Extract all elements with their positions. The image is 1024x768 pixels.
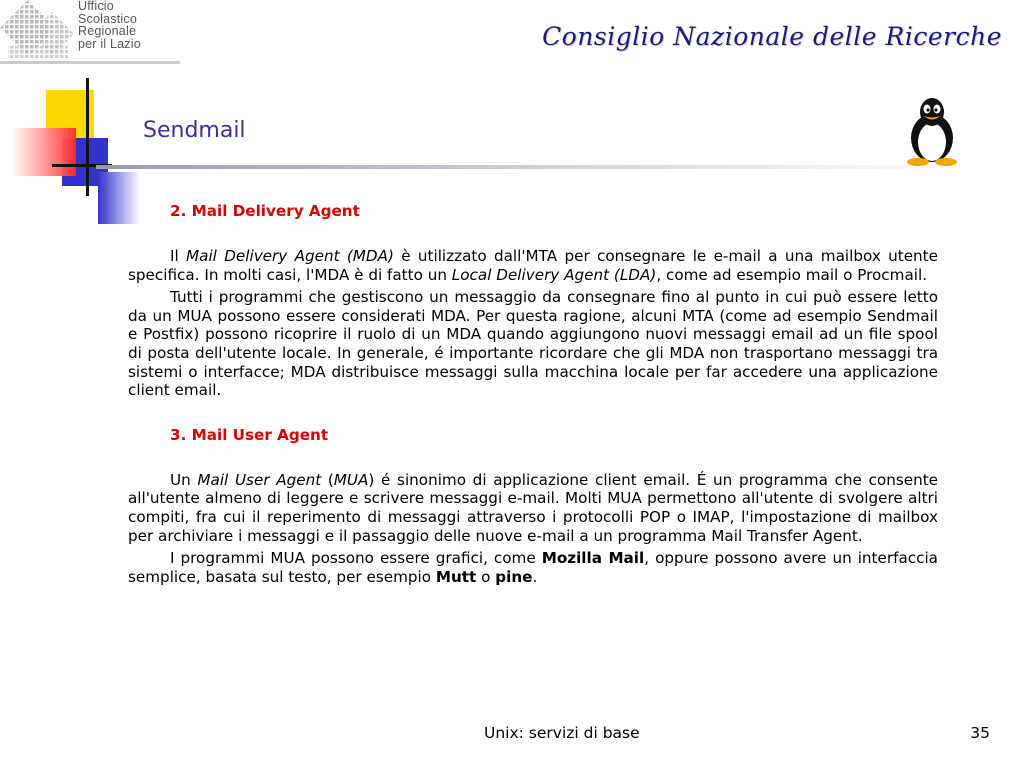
decorative-squares xyxy=(0,78,140,228)
mutt: Mutt xyxy=(435,567,477,586)
usr-logo-line-4: per il Lazio xyxy=(78,36,141,51)
usr-lazio-logo xyxy=(0,0,180,64)
deco-red-fade xyxy=(12,128,76,176)
mozilla-mail: Mozilla Mail xyxy=(541,549,645,568)
usr-logo-text xyxy=(78,0,141,50)
lda-term: Local Delivery Agent (LDA) xyxy=(451,265,657,284)
page-number: 35 xyxy=(970,724,990,742)
mua-paragraph-1: Un Mail User Agent (MUA) é sinonimo di applicazione client email. É un programma che consente all'utente almeno di leggere e scrivere messaggi e-mail. Molti MUA permettono all'utente di svolgere altri compiti, fra cui il reperimento di messaggi attraverso i protocolli POP o IMAP, l'impostazione di mailbox per archiviare i messaggi e il passaggio delle nuove e-mail a un programma Mail Transfer Agent. xyxy=(128,470,939,545)
mua-term: Mail User Agent xyxy=(197,470,322,489)
deco-vertical-line xyxy=(86,78,89,196)
usr-logo-line-2: Scolastico xyxy=(78,11,137,26)
heading-mua: 3. Mail User Agent xyxy=(170,425,329,444)
mda-paragraph-2: Tutti i programmi che gestiscono un messaggio da consegnare fino al punto in cui può essere letto da un MUA possono essere considerati MDA. Per questa ragione, alcuni MTA (come ad esempio Sendmail e Postfix) possono ricoprire il ruolo di un MDA quando aggiungono nuovi messaggi email ad un file spool di posta dell'utente locale. In generale, é importante ricordare che gli MDA non trasportano messaggi tra sistemi o interfacce; MDA distribuisce messaggi sulla macchina locale per far accedere una applicazione client email. xyxy=(128,288,938,400)
cnr-logo: Consiglio Nazionale delle Ricerche xyxy=(542,22,1002,51)
heading-mda: 2. Mail Delivery Agent xyxy=(170,202,360,220)
mua-abbr: MUA xyxy=(333,470,369,489)
mda-term: Mail Delivery Agent (MDA) xyxy=(186,247,394,265)
footer-title: Unix: servizi di base xyxy=(484,724,640,742)
usr-logo-line-1: Ufficio xyxy=(78,0,114,13)
mda-paragraph-1: Il Mail Delivery Agent (MDA) è utilizzato dall'MTA per consegnare le e-mail a una mailbox utente specifica. In molti casi, l'MDA è di fatto un Local Delivery Agent (LDA), come ad esempio mail o Procmail. xyxy=(128,247,938,284)
usr-logo-line-3: Regionale xyxy=(78,24,137,39)
slide-title: Sendmail xyxy=(143,118,246,143)
slide-content xyxy=(128,201,938,586)
mua-paragraph-2: I programmi MUA possono essere grafici, come Mozilla Mail, oppure possono avere un interfaccia semplice, basata sul testo, per esempio Mutt o pine. xyxy=(128,549,938,586)
title-underline xyxy=(96,165,956,169)
pine: pine xyxy=(495,567,533,586)
tux-penguin-icon xyxy=(902,96,962,166)
